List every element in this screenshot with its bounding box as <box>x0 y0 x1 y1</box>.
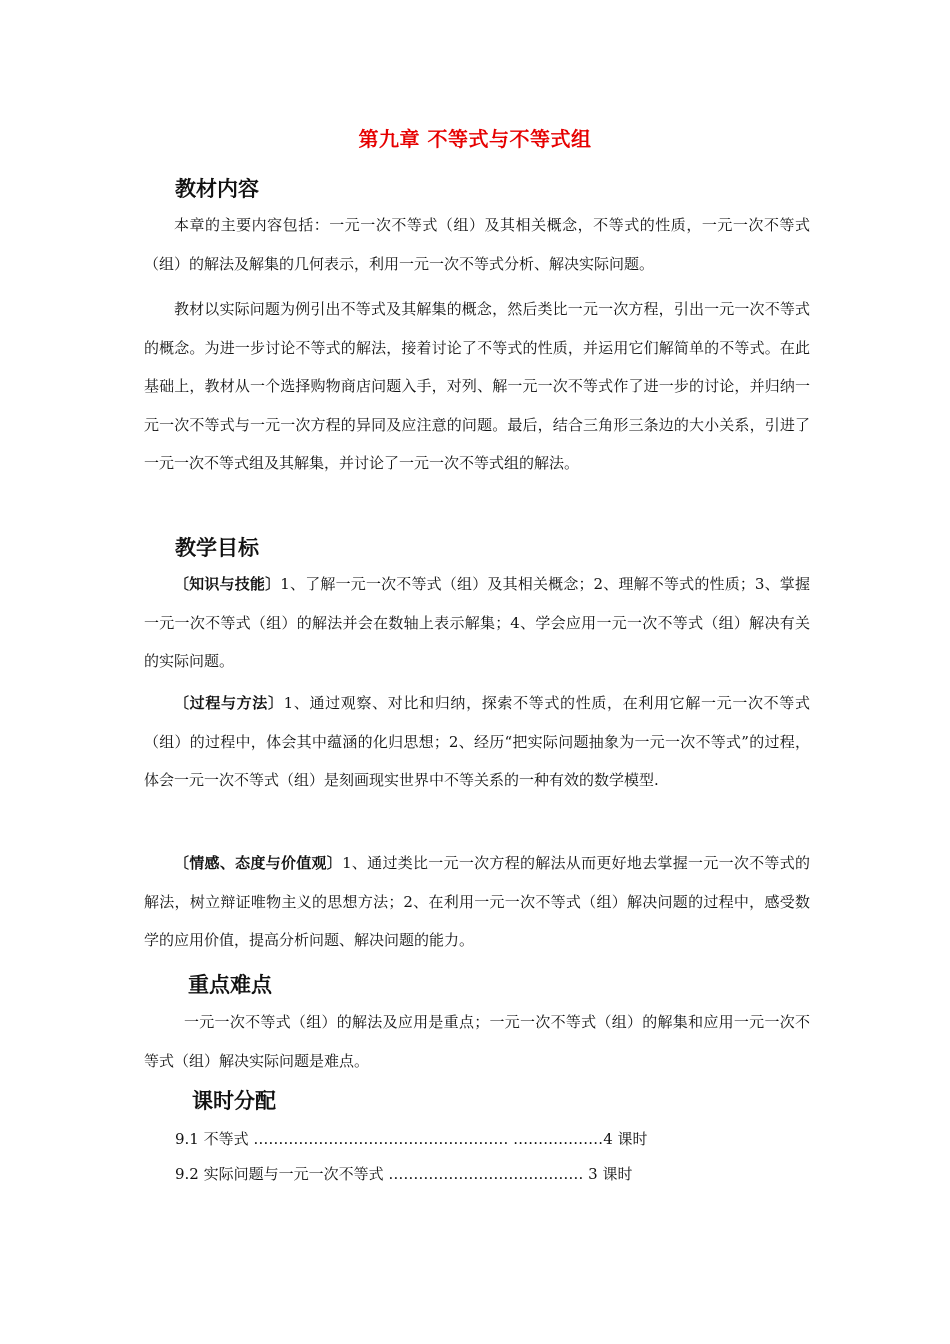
content-paragraph-2: 教材以实际问题为例引出不等式及其解集的概念，然后类比一元一次方程，引出一元一次不等式的概念。为进一步讨论不等式的解法，接着讨论了不等式的性质，并运用它们解简单的不等式。在此基础上，教材从一个选择购物商店问题入手，对列、解一元一次不等式作了进一步的讨论，并归纳一元一次不等式与一元一次方程的异同及应注意的问题。最后，结合三角形三条边的大小关系，引进了一元一次不等式组及其解集，并讨论了一元一次不等式组的解法。 <box>144 300 810 472</box>
goal-emotion-values <box>144 844 810 960</box>
schedule-hours: 3 课时 <box>583 1165 633 1183</box>
schedule-item: 9.2 实际问题与一元一次不等式 <box>175 1165 389 1183</box>
goal-process-methods <box>144 684 810 800</box>
goal-knowledge-text: 1、了解一元一次不等式（组）及其相关概念；2、理解不等式的性质；3、掌握一元一次不等式（组）的解法并会在数轴上表示解集；4、学会应用一元一次不等式（组）解决有关的实际问题。 <box>144 575 810 670</box>
schedule-leader-dots: ………………………………… <box>388 1165 584 1183</box>
goal-knowledge-skills <box>144 565 810 681</box>
schedule-leader-dots: …………………………………………… ……………… <box>253 1130 604 1148</box>
goal-emotion-text: 1、通过类比一元一次方程的解法从而更好地去掌握一元一次不等式的解法，树立辩证唯物主义的思想方法；2、在利用一元一次不等式（组）解决问题的过程中，感受数学的应用价值，提高分析问题、解决问题的能力。 <box>144 854 810 949</box>
goal-process-label: 〔过程与方法〕 <box>174 694 284 712</box>
section-heading-goals: 教学目标 <box>175 536 259 560</box>
schedule-row <box>175 1128 648 1149</box>
goal-process-text: 1、通过观察、对比和归纳，探索不等式的性质，在利用它解一元一次不等式（组）的过程中，体会其中蕴涵的化归思想；2、经历“把实际问题抽象为一元一次不等式”的过程，体会一元一次不等式（组）是刻画现实世界中不等关系的一种有效的数学模型. <box>144 694 810 789</box>
schedule-hours: 4 课时 <box>603 1130 648 1148</box>
goal-emotion-label: 〔情感、态度与价值观〕 <box>174 854 343 872</box>
chapter-title: 第九章 不等式与不等式组 <box>358 127 592 151</box>
schedule-item: 9.1 不等式 <box>175 1130 254 1148</box>
section-heading-key-points: 重点难点 <box>188 973 272 997</box>
content-paragraph-1: 本章的主要内容包括：一元一次不等式（组）及其相关概念，不等式的性质，一元一次不等式（组）的解法及解集的几何表示，利用一元一次不等式分析、解决实际问题。 <box>144 216 810 273</box>
schedule-row <box>175 1163 633 1184</box>
section-heading-content: 教材内容 <box>175 177 259 201</box>
section-heading-schedule: 课时分配 <box>192 1089 276 1113</box>
key-points-text: 一元一次不等式（组）的解法及应用是重点；一元一次不等式（组）的解集和应用一元一次不等式（组）解决实际问题是难点。 <box>144 1013 810 1070</box>
goal-knowledge-label: 〔知识与技能〕 <box>174 575 281 593</box>
